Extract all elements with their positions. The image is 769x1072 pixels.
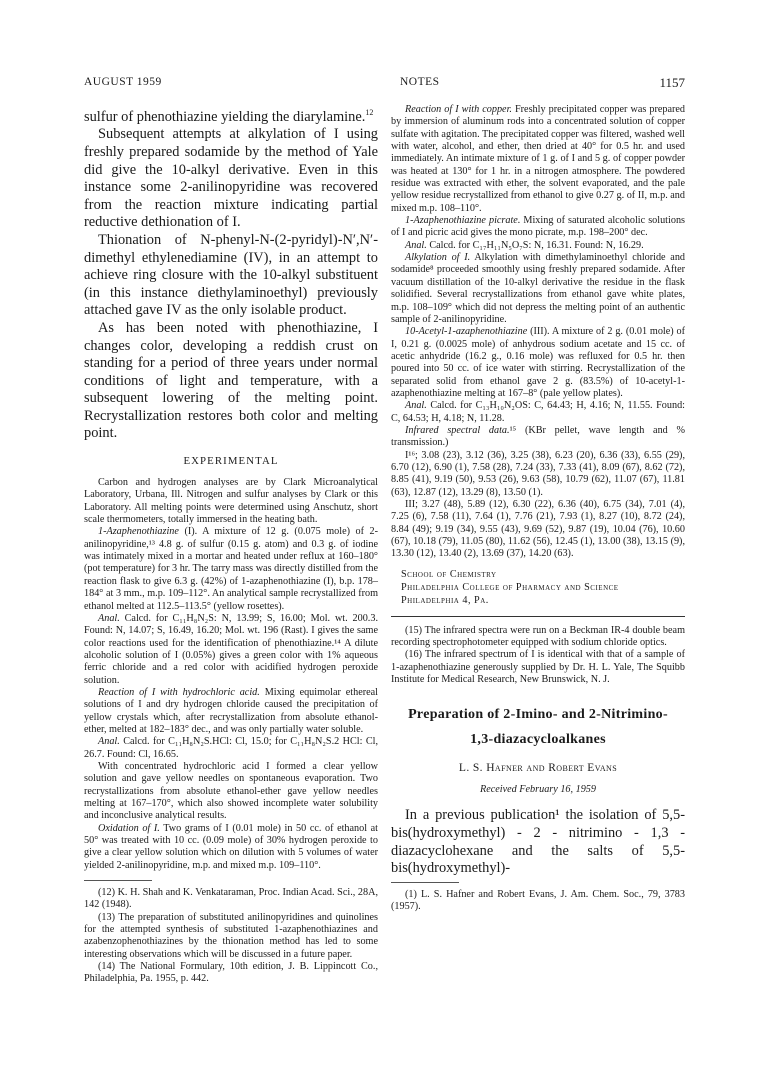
experimental-paragraph: Reaction of I with copper. Freshly precipitated copper was prepared by immersion of aluminum rods into a concentrated solution of copper sulfate with agitation. The precipitated copper was filtered, washed well with water, alcohol, and ether, then dried at 40° for 0.5 hr. and used immediately. An intimate mixture of 1 g. of I and 5 g. of copper powder was heated at 130° for 1 hr. in a nitrogen atmosphere. The powdered residue was extracted with ether, the solvent evaporated, and the pale yellow residue recrystallized from ethanol to give 0.27 g. of II, m.p. and mixed m.p. 108–110°. — [391, 104, 685, 214]
experimental-paragraph: Anal. Calcd. for C₁₁H₈N₂S.HCl: Cl, 15.0; for C₁₁H₈N₂S.2 HCl: Cl, 26.7. Found: Cl, 16.65. — [84, 736, 378, 760]
affiliation-city: Philadelphia 4, Pa. — [401, 594, 489, 606]
section-heading-experimental: EXPERIMENTAL — [183, 455, 279, 468]
experimental-paragraph: With concentrated hydrochloric acid I formed a clear yellow solution and gave yellow needles on spontaneous evaporation. Two recrystallizations from absolute ethanol-ether gave yellow needles melting at 167–170°, which also showed incomplete water solubility and inconclusive analytical results. — [84, 760, 378, 822]
experimental-paragraph: Anal. Calcd. for C₁₃H₁₀N₂OS: C, 64.43; H, 4.16; N, 11.55. Found: C, 64.53; H, 4.18; N, 11.28. — [391, 400, 685, 424]
footnote-divider — [391, 882, 459, 883]
received-date: Received February 16, 1959 — [480, 784, 596, 796]
footnote-divider — [84, 880, 152, 881]
left-column — [84, 104, 378, 986]
footnote-divider — [391, 616, 685, 617]
affiliation-college: Philadelphia College of Pharmacy and Science — [401, 581, 619, 593]
infrared-data-I: I¹⁶; 3.08 (23), 3.12 (36), 3.25 (38), 6.23 (20), 6.36 (33), 6.55 (29), 6.70 (12), 6.90 (1), 7.58 (28), 7.24 (33), 7.33 (41), 8.09 (67), 8.62 (72), 8.85 (41), 9.19 (50), 9.53 (26), 9.63 (58), 10.79 (62), 11.07 (67), 11.81 (63), 12.87 (12), 13.29 (8), 13.50 (1). — [391, 449, 685, 498]
article-intro: In a previous publication¹ the isolation of 5,5-bis(hydroxymethyl) - 2 - nitrimino - 1,3 - diazacyclohexane and the salts of 5,5-bis(hydroxymethyl)- — [391, 807, 685, 877]
experimental-paragraph: Oxidation of I. Two grams of I (0.01 mole) in 50 cc. of ethanol at 50° was treated with 10 cc. (0.09 mole) of 30% hydrogen peroxide to give a clear yellow solution which on dilution with 5 volumes of water yielded 2-anilinopyridine, m.p. and mixed m.p. 109–110°. — [84, 822, 379, 871]
body-paragraph: sulfur of phenothiazine yielding the diarylamine.$^{12}$ — [84, 108, 374, 125]
experimental-paragraph: Reaction of I with hydrochloric acid. Mixing equimolar ethereal solutions of I and dry hydrogen chloride caused the precipitation of yellow crystals which, after recrystallization from absolute ethanol-ether, melted at 182–183° dec., and was only partially water soluble. — [84, 686, 378, 735]
footnote-15: (15) The infrared spectra were run on a Beckman IR-4 double beam recording spectrophotometer equipped with sodium chloride optics. — [391, 624, 685, 649]
experimental-paragraph: 1-Azaphenothiazine (I). A mixture of 12 g. (0.075 mole) of 2-anilinopyridine,¹³ 4.8 g. of sulfur (0.15 g. atom) and 0.3 g. of iodine was intimately mixed in a mortar and heated under reflux at 160–180° (pot temperature) for 3 hr. The tarry mass was directly distilled from the reaction flask to give 6.3 g. (42%) of 1-azaphenothiazine (I), b.p. 178–184° at 3 mm., m.p. 109–112°. An analytical sample recrystallized from ethanol melted at 112.5–113.5° (yellow rosettes). — [84, 526, 378, 612]
header-section: NOTES — [400, 76, 440, 88]
footnote-13: (13) The preparation of substituted anilinopyridines and quinolines for the attempted synthesis of substituted 1-azaphenothiazines and azabenzophenothiazines by the thionation method has led to some interesting observations which will be discussed in a future paper. — [84, 911, 378, 960]
experimental-paragraph: Alkylation of I. Alkylation with dimethylaminoethyl chloride and sodamide⁸ proceeded smoothly using freshly prepared sodamide. After vacuum distillation of the 10-alkyl derivative the residue in the flask solidified. Several recrystallizations from ethanol gave white plates, m.p. 108–109° which did not depress the melting point of an authentic sample of 2-anilinopyridine. — [391, 252, 686, 325]
running-header — [84, 76, 685, 92]
right-column — [391, 104, 685, 914]
body-paragraph: As has been noted with phenothiazine, I changes color, developing a reddish crust on standing for a period of three years under normal conditions of light and temperature, with a subsequent lowering of the melting point. Recrystallization restores both color and melting point. — [84, 319, 378, 442]
experimental-paragraph: Carbon and hydrogen analyses are by Clark Microanalytical Laboratory, Urbana, Ill. Nitrogen and sulfur analyses by Clark or this Laboratory. All melting points were determined using Anschutz, short scale thermometers, totally immersed in the heating bath. — [84, 477, 378, 526]
footnote-12: (12) K. H. Shah and K. Venkataraman, Proc. Indian Acad. Sci., 28A, 142 (1948). — [84, 887, 378, 911]
page-number: 1157 — [659, 75, 685, 90]
body-paragraph: Subsequent attempts at alkylation of I using freshly prepared sodamide by the method of Yale did give the 10-alkyl derivative. Even in this instance some 2-anilinopyridine was recovered from the reaction mixture indicating partial reductive dethionation of I. — [84, 126, 378, 231]
infrared-data-III: III; 3.27 (48), 5.89 (12), 6.30 (22), 6.36 (40), 6.75 (34), 7.01 (4), 7.25 (6), 7.58 (11), 7.64 (1), 7.76 (21), 7.93 (1), 8.27 (10), 8.72 (24), 8.84 (49); 9.19 (34), 9.55 (43), 9.69 (52), 9.87 (19), 10.04 (76), 10.60 (67), 10.18 (79), 11.05 (80), 11.62 (56), 12.45 (1), 13.00 (38), 13.15 (9), 13.30 (12), 13.40 (2), 13.69 (37), 14.20 (63). — [391, 499, 685, 560]
header-date: AUGUST 1959 — [84, 76, 162, 88]
experimental-paragraph: Anal. Calcd. for C₁₁H₈N₂S: N, 13.99; S, 16.00; Mol. wt. 200.3. Found: N, 14.07; S, 16.49, 16.20; Mol. wt. 196 (Rast). I gives the same color reactions used for the identification of phenothiazine.¹⁴ A dilute alcoholic solution of I (0.05%) gives a green color with 1% aqueous ferric chloride and a red color with acidified hydrogen peroxide solution. — [84, 612, 378, 686]
affiliation-school: School of Chemistry — [401, 568, 497, 580]
article-title: Preparation of 2-Imino- and 2-Nitrimino- 1,3-diazacycloalkanes — [408, 707, 668, 748]
footnote-16: (16) The infrared spectrum of I is identical with that of a sample of 1-azaphenothiazine generously supplied by Dr. H. L. Yale, The Squibb Institute for Medical Research, New Brunswick, N. J. — [391, 649, 685, 686]
affiliation — [391, 568, 685, 607]
article-authors: L. S. Hafner and Robert Evans — [458, 762, 618, 775]
experimental-paragraph: Infrared spectral data.¹⁵ (KBr pellet, wave length and % transmission.) — [391, 424, 685, 449]
experimental-paragraph: 1-Azaphenothiazine picrate. Mixing of saturated alcoholic solutions of I and picric acid gives the mono picrate, m.p. 198–200° dec. — [391, 215, 685, 239]
footnote-1: (1) L. S. Hafner and Robert Evans, J. Am. Chem. Soc., 79, 3783 (1957). — [391, 888, 685, 913]
footnote-14: (14) The National Formulary, 10th edition, J. B. Lippincott Co., Philadelphia, Pa. 1955, p. 442. — [84, 961, 378, 985]
experimental-paragraph: 10-Acetyl-1-azaphenothiazine (III). A mixture of 2 g. (0.01 mole) of I, 0.21 g. (0.0025 mole) of anhydrous sodium acetate and 15 cc. of acetic anhydride (16.2 g., 0.16 mole) was refluxed for 0.5 hr. then poured into 50 cc. of ice water with stirring. Recrystallization of the separated solid from ethanol gave 2 g. (83.5%) of 10-acetyl-1-azaphenothiazine melting at 167–8° (pale yellow plates). — [391, 326, 685, 399]
body-paragraph: Thionation of N-phenyl-N-(2-pyridyl)-N′,N′-dimethyl ethylenediamine (IV), in an attempt to achieve ring closure with the 10-alkyl substituent (in this instance diethylaminoethyl) previously attached gave IV as the only isolable product. — [84, 231, 378, 319]
experimental-paragraph: Anal. Calcd. for C₁₇H₁₁N₅O₇S: N, 16.31. Found: N, 16.29. — [405, 239, 644, 251]
